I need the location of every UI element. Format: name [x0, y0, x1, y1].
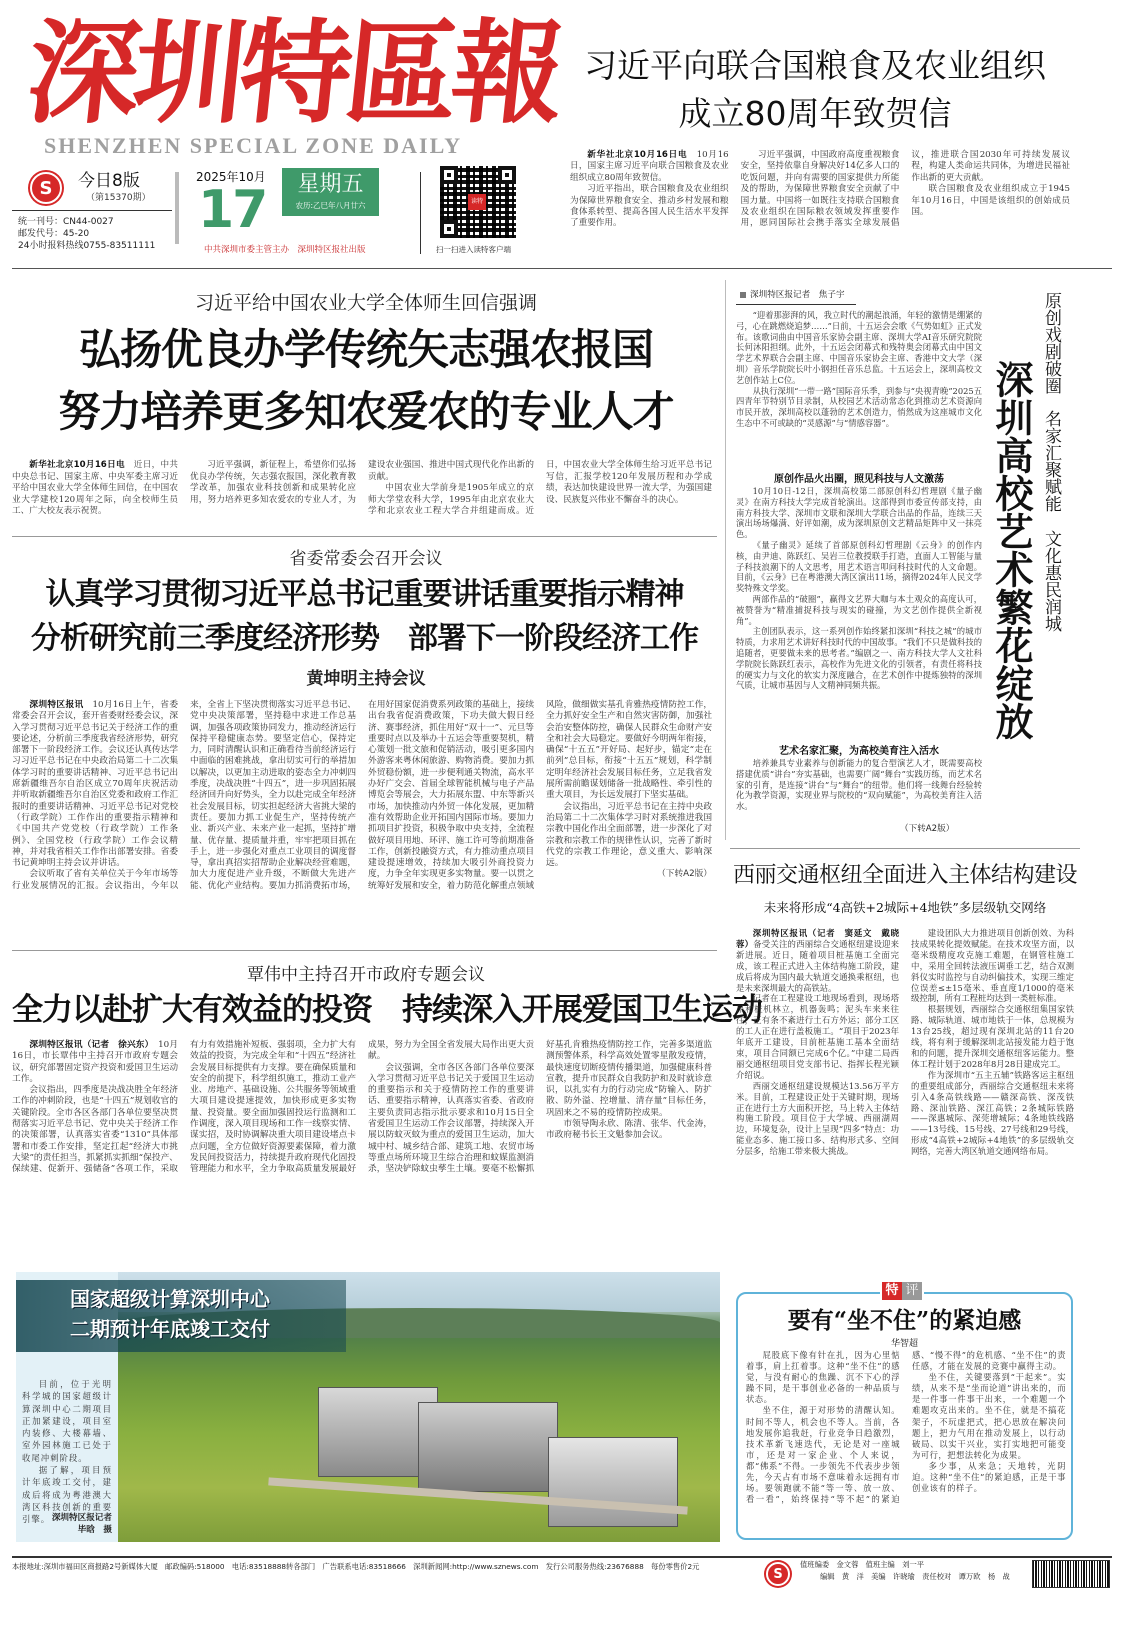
- arts-body-section3: 培养兼具专业素养与创新能力的复合型演艺人才，既需要高校搭建优质“讲台”夯实基础，也需要广阔“舞台”实践历练，而艺术名家的引育，是连接“讲台”与“舞台”的纽带。他们将一线舞台经验转化为教学资源，实现业界与院校的“双向赋能”，为高校美育注入活水。: [736, 758, 982, 812]
- sponsor-line: 中共深圳市委主管主办 深圳特区报社出版: [204, 245, 366, 255]
- province-dateline: 深圳特区报讯: [29, 700, 84, 710]
- photo-credit-line1: 深圳特区报记者: [51, 1513, 112, 1523]
- province-body: 深圳特区报讯 10月16日上午，省委常委会召开会议，套开省委财经委会议，深入学习贯彻习近平总书记关于经济工作的重要论述，分析前三季度我省经济形势，研究部署下一阶段经济工作。会议还认真传达学习习近平总书记在中央政治局第二十二次集体学习时的重要讲话精神、习近平总书记出席新疆维吾尔自治区成立70周年庆祝活动并听取新疆维吾尔自治区党委和政府工作汇报时的重要讲话精神、习近平总书记对党校（行政学院）工作作出的重要指示精神和《中国共产党党校（行政学院）工作条例》、全国党校（行政学院）工作会议精神，并对我省相关工作作出部署安排。省委书记黄坤明主持会议并讲话。 会议听取了省有关单位关于今年市场等行业发展情况的汇报。会议指出，今年以来，全省上下坚决贯彻落实习近平总书记、党中央决策部署，坚持稳中求进工作总基调，加强各项政策协同发力，推动经济运行保持平稳健康态势。要坚定信心，保持定力，同时清醒认识和正确看待当前经济运行中面临的困难挑战，拿出切实可行的举措加以解决，以更加主动进取的姿态全力冲刺四季度，决战决胜“十四五”，进一步巩固拓展经济回升向好势头，全力以赴完成全年经济社会发展目标，切实担起经济大省挑大梁的责任。要加力抓工业促生产，坚持传统产业、新兴产业、未来产业一起抓，坚持扩增量、优存量、提质量并重，牢牢把项目抓在手上，进一步强化对重点工业项目的调度督导，拿出真招实招帮助企业解决经营难题，加大力度促进产业升级，不断做大先进产能、优化产业结构。要加力抓消费拓市场，在用好国家促消费系列政策的基础上，接续出台我省促消费政策，下功夫做大假日经济、赛事经济，抓住用好“双十一”、元旦等重要时点以及举办十五运会等重要契机，精心策划一批文旅和促销活动，吸引更多国内外游客来粤休闲旅游、购物消费。要加力抓外贸稳份额，进一步便利通关物流，高水平办好广交会、首届全球智能机械与电子产品博览会等展会，大力拓展东盟、中东等新兴市场，加快推动内外贸一体化发展，更加精准有效帮助企业开拓国内国际市场。要加力抓项目扩投资，积极争取中央支持，全流程做好项目用地、环评、施工许可等前期准备工作，创新投融资方式，有力推动重点项目建设提速增效，持续加大吸引外商投资力度，力争全年实现更多实物量。要一以贯之统筹好发展和安全，着力防范化解重点领域风险，做细做实基孔肯雅热疫情防控工作，全力抓好安全生产和自然灾害防御，加强社会治安整体防控，确保人民群众生命财产安全和社会大局稳定。要做好今明两年衔接，确保“十五五”开好局、起好步，锚定“走在前列”总目标，衔接“十五五”规划，科学制定明年经济社会发展目标任务，立足我省发展所需前瞻谋划储备一批战略性、牵引性的重大项目，为长远发展打下坚实基础。 会议指出，习近平总书记在主持中央政治局第二十二次集体学习时对系统推进我国宗教中国化作出全面部署，进一步深化了对宗教和宗教工作的规律性认识，完善了新时代党的宗教工作理论，意义重大、影响深远。 （下转A2版）: [12, 700, 712, 891]
- top-story-headline-line1: 习近平向联合国粮食及农业组织: [584, 46, 1046, 85]
- city-body: 深圳特区报讯（记者 徐兴东） 10月16日，市长覃伟中主持召开市政府专题会议，研究部署固定资产投资和爱国卫生运动工作。 会议指出，四季度是决战决胜全年经济工作的冲刺阶段，也是“十四五”规划收官的关键阶段。全市各区各部门各单位要坚决贯彻落实习近平总书记、党中央关于经济工作的决策部署，认真落实省委“1310”具体部署和市委工作安排，坚定扛起“经济大市挑大梁”的责任担当，抓紧抓实抓细“保投产、保续建、促新开、强储备”各项工作，采取有力有效措施补短板、强弱项，全力扩大有效益的投资，为完成全年和“十四五”经济社会发展目标提供有力支撑。要在确保质量和安全的前提下，科学组织施工，推动工业产业、房地产、基础设施、公共服务等领域重大项目建设提速提效，加快形成更多实物量、投资量。要全面加强固投运行监测和工作调度，深入项目现场和工作一线察实情、谋实招，及时协调解决重大项目建设堵点卡点问题，全方位做好资源要素保障，着力激发民间投资活力，持续提升政府现代化固投管理能力和水平，全力争取高质量发展最好成果，努力为全国全省发展大局作出更大贡献。 会议强调，全市各区各部门各单位要深入学习贯彻习近平总书记关于爱国卫生运动的重要指示和关于疫情防控工作的重要讲话、重要指示精神，认真落实省委、省政府主要负责同志指示批示要求和10月15日全省爱国卫生运动工作会议部署，持续深入开展以防蚊灭蚊为重点的爱国卫生运动，加大城中村、城乡结合部、建筑工地、农贸市场等重点场所环境卫生综合治理和蚊媒监测消杀，坚决铲除蚊虫孳生土壤。要毫不松懈抓好基孔肯雅热疫情防控工作，完善多渠道监测预警体系，科学高效处置零星散发疫情，最快速度切断疫情传播渠道，加强健康科普宣教，提升市民群众自我防护和及时就诊意识，以扎实有力的行动完成“防输入、防扩散、防外溢、控增量、清存量”目标任务，巩固来之不易的疫情防控成果。 市领导陶永欣、陈清、张华、代金涛，市政府秘书长王文魁参加会议。: [12, 1040, 712, 1175]
- photo-headline-line2: 二期预计年底竣工交付: [70, 1317, 270, 1341]
- unified-number: 统一刊号：CN44-0027: [18, 217, 114, 227]
- province-kicker: 省委常委会召开会议: [289, 549, 443, 569]
- top-story-body: 新华社北京10月16日电 10月16日，国家主席习近平向联合国粮食及农业组织成立80周年致贺信。 习近平指出，联合国粮食及农业组织为保障世界粮食安全、推动乡村发展和粮食体系转型、提高各国人民生活水平发挥了重要作用。 习近平强调，中国政府高度重视粮食安全，坚持依靠自身解决好14亿多人口的吃饭问题，并向有需要的国家提供力所能及的帮助，为保障世界粮食安全贡献了中国力量。中国将一如既往支持联合国粮食及农业组织在国际粮农领域发挥重要作用，愿同国际社会携手落实全球发展倡议，推进联合国2030年可持续发展议程，构建人类命运共同体，为增进民福祉作出新的更大贡献。 联合国粮食及农业组织成立于1945年10月16日，中国是该组织的创始成员国。: [570, 150, 1070, 229]
- arts-vertical-sub-3: 文化惠民润城: [1041, 530, 1061, 632]
- xili-body: 深圳特区报讯（记者 窦延文 戴晓蓉）备受关注的西丽综合交通枢纽建设迎来新进展。近日，随着项目桩基施工全面完成，该工程正式进入主体结构施工阶段，建成后将成为国内最大轨道交通换乘枢纽，也是未来深圳最大的高铁站。 记者在工程建设工地现场看到，现场塔吊和桩机林立，机器轰鸣；泥头车来来往往，正有条不紊进行土石方外运；部分工区的工人正在进行盖板施工。“项目于2023年年底开工建设，目前桩基施工基本全面结束，项目合同额已完成6个亿。”中建二局西丽交通枢纽项目党支部书记、指挥长程光颖介绍说。 西丽交通枢纽建设规模达13.56万平方米。目前，工程建设正处于关键时期，现场正在进行土方大面积开挖，马上转入主体结构施工阶段。项目位于大学城、西丽湖周边，环境复杂，设计上呈现“四多”特点：功能业态多、施工接口多、结构形式多、空间分层多，给施工带来极大挑战。 建设团队大力推进项目创新创效、为科技成果转化提效赋能。在技术攻坚方面，以毫米级精度攻克施工难题，在钢管柱施工中，采用全回转法液压调垂工艺，结合双测斜仪实时监控与自动纠偏技术，实现三维定位误差≤±15毫米、垂直度1/1000的毫米级控制，所有工程桩均达到一类桩标准。 根据规划，西丽综合交通枢纽集国家铁路、城际轨道、城市地铁于一体，总规模为13台25线，超过现有深圳北站的11台20线，将有利于缓解深圳北站接发能力趋于饱和的问题，提升深圳交通枢纽客运能力。整体工程计划于2028年8月28日建成完工。 作为深圳市“五主五辅”铁路客运主枢纽的重要组成部分，西丽综合交通枢纽未来将引入4条高铁线路——赣深高铁、深茂铁路、深汕铁路、深江高铁；2条城际铁路——深惠城际、深莞增城际；4条地铁线路——13号线、15号线、27号线和29号线，形成“4高铁+2城际+4地铁”的多层级轨交网络，完善大湾区轨道交通网络布局。: [736, 928, 1074, 1157]
- top-story-dateline: 新华社北京10月16日电: [587, 150, 688, 160]
- xili-subhead: 未来将形成“4高铁+2城际+4地铁”多层级轨交网络: [763, 900, 1047, 915]
- weekday: 星期五: [297, 172, 364, 197]
- arts-section3-title: 艺术名家汇聚，为高校美育注入活水: [779, 746, 939, 757]
- agri-dateline: 新华社北京10月16日电: [29, 460, 125, 470]
- day-number: 17: [198, 180, 267, 240]
- postal-code: 邮发代号：45-20: [18, 229, 90, 239]
- agri-kicker: 习近平给中国农业大学全体师生回信强调: [194, 292, 537, 314]
- news-hotline: 24小时报料热线0755-83511111: [18, 241, 156, 251]
- arts-continued[interactable]: （下转A2版）: [900, 824, 955, 834]
- photo-credit-line2: 毕晗 摄: [77, 1525, 112, 1535]
- xili-headline: 西丽交通枢纽全面进入主体结构建设: [732, 863, 1077, 888]
- city-dateline: 深圳特区报讯（记者 徐兴东）: [29, 1040, 150, 1050]
- footer-editors-line2: 编辑 黄 洋 美编 许晓瑜 责任校对 谭万欧 杨 战: [820, 1572, 1010, 1581]
- qr-badge: 读特: [468, 194, 486, 210]
- footer-logo-icon: S: [766, 1562, 790, 1586]
- commentary-badge-review: 评: [902, 1282, 922, 1300]
- byline-square-icon: [740, 292, 746, 298]
- footer-editors-line1: 值班编委 金文蓉 值班主编 刘一平: [800, 1560, 925, 1569]
- commentary-body: 屁股底下像有针在扎，因为心里惦着事，肩上扛着事。这种“坐不住”的感觉，与没有耐心的焦躁、沉不下心的浮躁不同，是干事创业必备的一种品质与状态。 坐不住，源于对形势的清醒认知。时间不等人，机会也不等人。当前，各地发展你追我赶，行业竞争日趋激烈，技术革新飞速迭代，无论是对一座城市，还是对一家企业、个人来说，都“佛系”不得。一步领先不代表步步领先，今天占有市场不意味着永远拥有市场。要领跑就不能“等一等、放一放、看一看”，始终保持“等不起”的紧迫感、“慢不得”的危机感、“坐不住”的责任感，才能在发展的竞赛中赢得主动。 坐不住，关键要落到“干起来”。实绩，从来不是“坐而论道”讲出来的，而是一件事一件事干出来，一个难题一个难题攻克出来的。坐不住，就是不搞花架子，不玩虚把式，把心思放在解决问题上，把力气用在推动发展上，以行动破局、以实干兴业，实打实地把可能变为可行，把想法转化为成果。 多少事，从来急；天地转，光阴迫。这种“坐不住”的紧迫感，正是干事创业该有的样子。: [746, 1350, 1066, 1505]
- province-headline-line2: 分析研究前三季度经济形势 部署下一阶段经济工作: [31, 621, 698, 656]
- arts-body-intro: “迎着那澎湃的风，我立时代的潮起浪涌，年轻的激情是绷紧的弓，心在跳燃烧追梦……”日前，十五运会会歌《气势如虹》正式发布。该歌词曲由中国音乐家协会副主席、深圳大学AI音乐研究院院长何沐阳担纲。此外，十五运会闭幕式和残特奥会闭幕式由中国文学艺术界联合会副主席、中国音乐家协会主席、香港中文大学（深圳）音乐学院院长叶小钢担任音乐总监。十五运会上，深圳高校文艺创作站上C位。 从执行深圳“一带一路”国际音乐季，到参与“央视青晚”2025五四青年节特别节目录制，从校园艺术活动常态化到推动艺术资源向市民开放，深圳高校以蓬勃的艺术创造力，悄然成为这座城市文化生态中不可或缺的“灵感源”与“情感容器”。: [736, 310, 982, 428]
- lunar-date: 农历:乙巳年八月廿六: [295, 201, 366, 210]
- city-headline: 全力以赴扩大有效益的投资 持续深入开展爱国卫生运动: [12, 992, 762, 1028]
- arts-body-section2: 10月10日-12日，深圳高校第二部原创科幻哲理剧《量子幽灵》在南方科技大学完成首轮演出。这部得到市委宣传部支持，由南方科技大学、深圳市文联和深圳大学联合出品的作品，连续三天演出场场爆满、好评如潮，成为深圳原创文艺精品矩阵中又一抹亮色。 《量子幽灵》延续了首部原创科幻哲理剧《云身》的创作内核，由尹迪、陈跃红、吴岩三位教授联手打造，直面人工智能与量子科技浪潮下的人文思考，用艺术语言叩问科技时代的人文命题。目前，《云身》已在粤港澳大湾区演出11场，摘得2024年人民文学奖特殊文学奖。 两部作品的“破圈”，赢得文艺界大咖与本土观众的高度认可，被赞誉为“精准捕捉科技与现实的碰撞，为文艺创作提供全新视角”。 主创团队表示，这一系列创作始终紧扣深圳“科技之城”的城市特质，力求用艺术讲好科技时代的中国故事。“我们不只是做科技的追随者，更要做未来的思考者。”编剧之一、南方科技大学人文社科学院院长陈跃红表示，高校作为先进文化的引领者，有责任将科技的硬实力与文化的软实力深度融合，在艺术创作中提炼独特的深圳气质，让城市基因与人文精神同频共振。: [736, 486, 982, 691]
- arts-vertical-sub-1: 原创戏剧破圈: [1041, 292, 1061, 394]
- footer-address: 本报地址:深圳市福田区商报路2号新媒体大厦 邮政编码:518000 电话:83518888转各部门 广告联系电话:83518666 深圳新闻网:http://www.sznews.com 发行公司服务热线:23676888 每份零售价2元: [12, 1562, 700, 1571]
- weekday-block: [282, 168, 379, 216]
- year-month: 2025年10月: [196, 170, 266, 184]
- province-subhead: 黄坤明主持会议: [306, 669, 426, 689]
- pages-today: 今日8版: [78, 171, 140, 191]
- qr-code-icon[interactable]: [440, 166, 516, 238]
- commentary-author: 华智超: [890, 1339, 918, 1349]
- arts-vertical-sub-2: 名家汇聚赋能: [1041, 410, 1061, 512]
- barcode-icon: [1032, 1560, 1110, 1588]
- arts-section2-title: 原创作品火出圈，照见科技与人文激荡: [774, 474, 944, 485]
- arts-byline: 深圳特区报记者 焦子宇: [750, 290, 845, 300]
- province-headline-line1: 认真学习贯彻习近平总书记重要讲话重要指示精神: [45, 577, 684, 612]
- city-kicker: 覃伟中主持召开市政府专题会议: [247, 965, 485, 985]
- commentary-badge-special: 特: [882, 1282, 902, 1300]
- photo-headline-line1: 国家超级计算深圳中心: [70, 1287, 270, 1311]
- masthead-english-title: SHENZHEN SPECIAL ZONE DAILY: [44, 133, 463, 158]
- issue-number: （第15370期）: [86, 193, 151, 203]
- xili-dateline: 深圳特区报讯（记者 窦延文 戴晓蓉）: [736, 928, 899, 949]
- agri-headline-line2: 努力培养更多知农爱农的专业人才: [58, 387, 674, 436]
- masthead-title: 深圳特區報: [21, 8, 565, 139]
- agri-headline-line1: 弘扬优良办学传统矢志强农报国: [78, 325, 653, 374]
- province-continued[interactable]: （下转A2版）: [657, 869, 712, 880]
- top-story-headline-line2: 成立80周年致贺信: [678, 94, 952, 133]
- sztq-logo-icon: S: [30, 172, 62, 204]
- agri-body: 新华社北京10月16日电 近日，中共中央总书记、国家主席、中央军委主席习近平给中国农业大学全体师生回信，在中国农业大学建校120周年之际，向全校师生员工、广大校友表示祝贺。 习近平强调，新征程上，希望你们弘扬优良办学传统，矢志强农报国，深化教育教学改革，加强农业科技创新和成果转化应用，努力培养更多知农爱农的专业人才，为建设农业强国、推进中国式现代化作出新的贡献。 中国农业大学前身是1905年成立的京师大学堂农科大学，1995年由北京农业大学和北京农业工程大学合并组建而成。近日，中国农业大学全体师生给习近平总书记写信，汇报学校120年发展历程和办学成绩，表达加快建设世界一流大学，为强国建设、民族复兴伟业不懈奋斗的决心。: [12, 460, 712, 517]
- arts-vertical-headline: 深圳高校艺术繁花绽放: [989, 360, 1033, 740]
- qr-caption: 扫一扫进入读特客户端: [436, 245, 511, 254]
- commentary-title: 要有“坐不住”的紧迫感: [787, 1307, 1022, 1334]
- photo-caption: 目前，位于光明科学城的国家超级计算深圳中心二期项目正加紧建设，项目室内装修、大楼幕墙、室外园林施工已处于收尾冲刺阶段。 据了解，项目预计年底竣工交付，建成后将成为粤港澳大湾区科技创新的重要引擎。: [22, 1379, 112, 1525]
